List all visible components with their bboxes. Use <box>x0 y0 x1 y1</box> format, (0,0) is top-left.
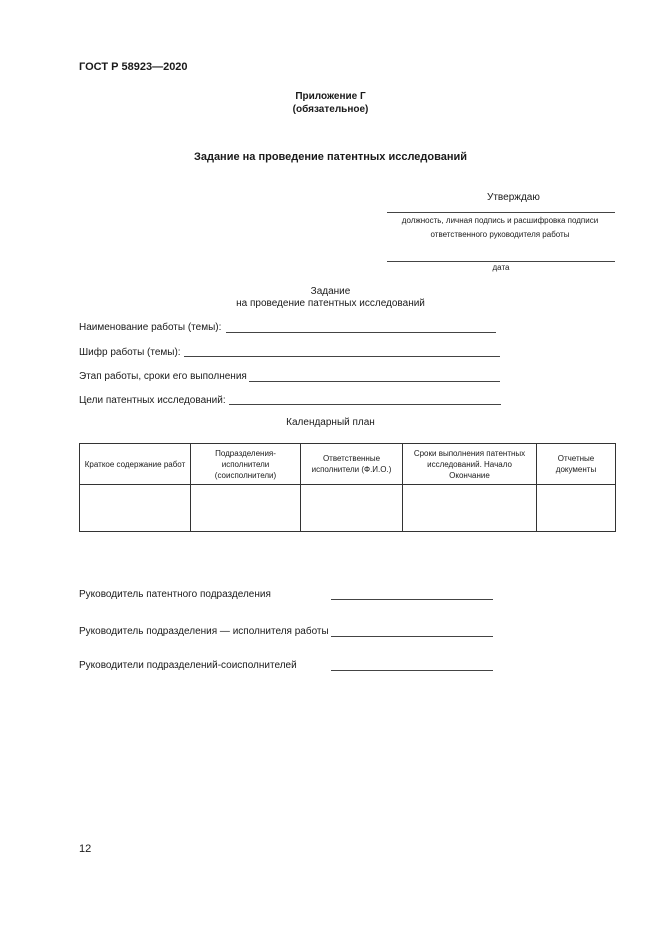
appendix-status: (обязательное) <box>292 104 369 115</box>
signature-executor-head-line <box>331 636 493 637</box>
header-reports: Отчетные документы <box>537 444 616 485</box>
signature-label: Руководители подразделений-соисполнителей <box>79 660 297 671</box>
appendix-title: Приложение Г <box>295 91 366 102</box>
header-work-summary: Краткое содержание работ <box>80 444 191 485</box>
signature-caption-line1: должность, личная подпись и расшифровка подписи <box>401 216 599 225</box>
field-label: Цели патентных исследований: <box>79 395 226 406</box>
signature-coexecutors-heads <box>79 660 297 671</box>
approval-signature-line <box>387 212 615 213</box>
field-work-code-line <box>184 356 500 357</box>
header-units: Подразделения-исполнители (соисполнители) <box>191 444 301 485</box>
page-number: 12 <box>79 843 92 855</box>
signature-label: Руководитель подразделения — исполнителя работы <box>79 626 329 637</box>
table-cell <box>301 485 403 532</box>
page-title: Задание на проведение патентных исследований <box>193 151 468 163</box>
header-responsible: Ответственные исполнители (Ф.И.О.) <box>301 444 403 485</box>
field-label: Наименование работы (темы): <box>79 322 222 333</box>
approval-label: Утверждаю <box>487 192 540 203</box>
field-label: Этап работы, сроки его выполнения <box>79 371 247 382</box>
table-cell <box>80 485 191 532</box>
signature-patent-head-line <box>331 599 493 600</box>
task-heading <box>0 286 661 310</box>
field-work-code <box>79 347 181 358</box>
field-label: Шифр работы (темы): <box>79 347 181 358</box>
field-research-goals-line <box>229 404 501 405</box>
calendar-plan-caption: Календарный план <box>286 417 375 428</box>
table-cell <box>191 485 301 532</box>
task-subtitle: на проведение патентных исследований <box>236 298 425 309</box>
date-caption: дата <box>492 263 510 272</box>
header-deadlines: Сроки выполнения патентных исследований. Начало Окончание <box>403 444 537 485</box>
field-research-goals <box>79 395 226 406</box>
signature-patent-head <box>79 589 271 600</box>
signature-caption-line2: ответственного руководителя работы <box>430 230 570 239</box>
field-work-stage <box>79 371 247 382</box>
table-cell <box>537 485 616 532</box>
signature-executor-head <box>79 626 329 637</box>
appendix-heading <box>0 90 661 116</box>
field-work-name-line <box>226 332 496 333</box>
standard-number: ГОСТ Р 58923—2020 <box>79 61 188 73</box>
field-work-stage-line <box>249 381 500 382</box>
calendar-plan-table <box>79 443 616 532</box>
signature-coexecutors-heads-line <box>331 670 493 671</box>
table-cell <box>403 485 537 532</box>
approval-signature-caption <box>370 214 630 242</box>
field-work-name <box>79 322 221 333</box>
signature-label: Руководитель патентного подразделения <box>79 589 271 600</box>
table-header-row <box>80 444 616 485</box>
task-title: Задание <box>310 286 351 297</box>
table-row <box>80 485 616 532</box>
